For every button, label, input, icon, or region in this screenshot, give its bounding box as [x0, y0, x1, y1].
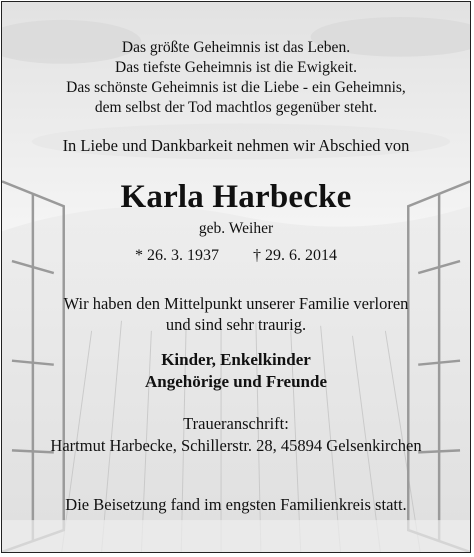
message-line-1: Wir haben den Mittelpunkt unserer Familie verloren [63, 294, 409, 313]
funeral-note: Die Beisetzung fand im engsten Familienkreis statt. [65, 495, 407, 514]
message-line-2: und sind sehr traurig. [165, 315, 307, 334]
obituary-notice [1, 1, 471, 553]
poem-line-4: dem selbst der Tod machtlos gegenüber steht. [94, 99, 378, 116]
mourners-line-2: Angehörige und Freunde [145, 372, 327, 391]
life-dates [2, 247, 470, 265]
birth-date: * 26. 3. 1937 [135, 247, 219, 264]
notice-text [2, 2, 470, 552]
address-label: Traueranschrift: [183, 414, 289, 433]
address-value: Hartmut Harbecke, Schillerstr. 28, 45894 Gelsenkirchen [50, 436, 422, 455]
farewell-line: In Liebe und Dankbarkeit nehmen wir Abschied von [62, 136, 410, 155]
mourners-line-1: Kinder, Enkelkinder [161, 350, 311, 369]
poem-line-3: Das schönste Geheimnis ist die Liebe - ein Geheimnis, [66, 79, 406, 96]
poem-line-1: Das größte Geheimnis ist das Leben. [121, 39, 351, 56]
deceased-name: Karla Harbecke [120, 179, 352, 215]
maiden-name: geb. Weiher [198, 220, 274, 237]
death-date: † 29. 6. 2014 [253, 247, 337, 264]
poem-line-2: Das tiefste Geheimnis ist die Ewigkeit. [115, 59, 357, 76]
